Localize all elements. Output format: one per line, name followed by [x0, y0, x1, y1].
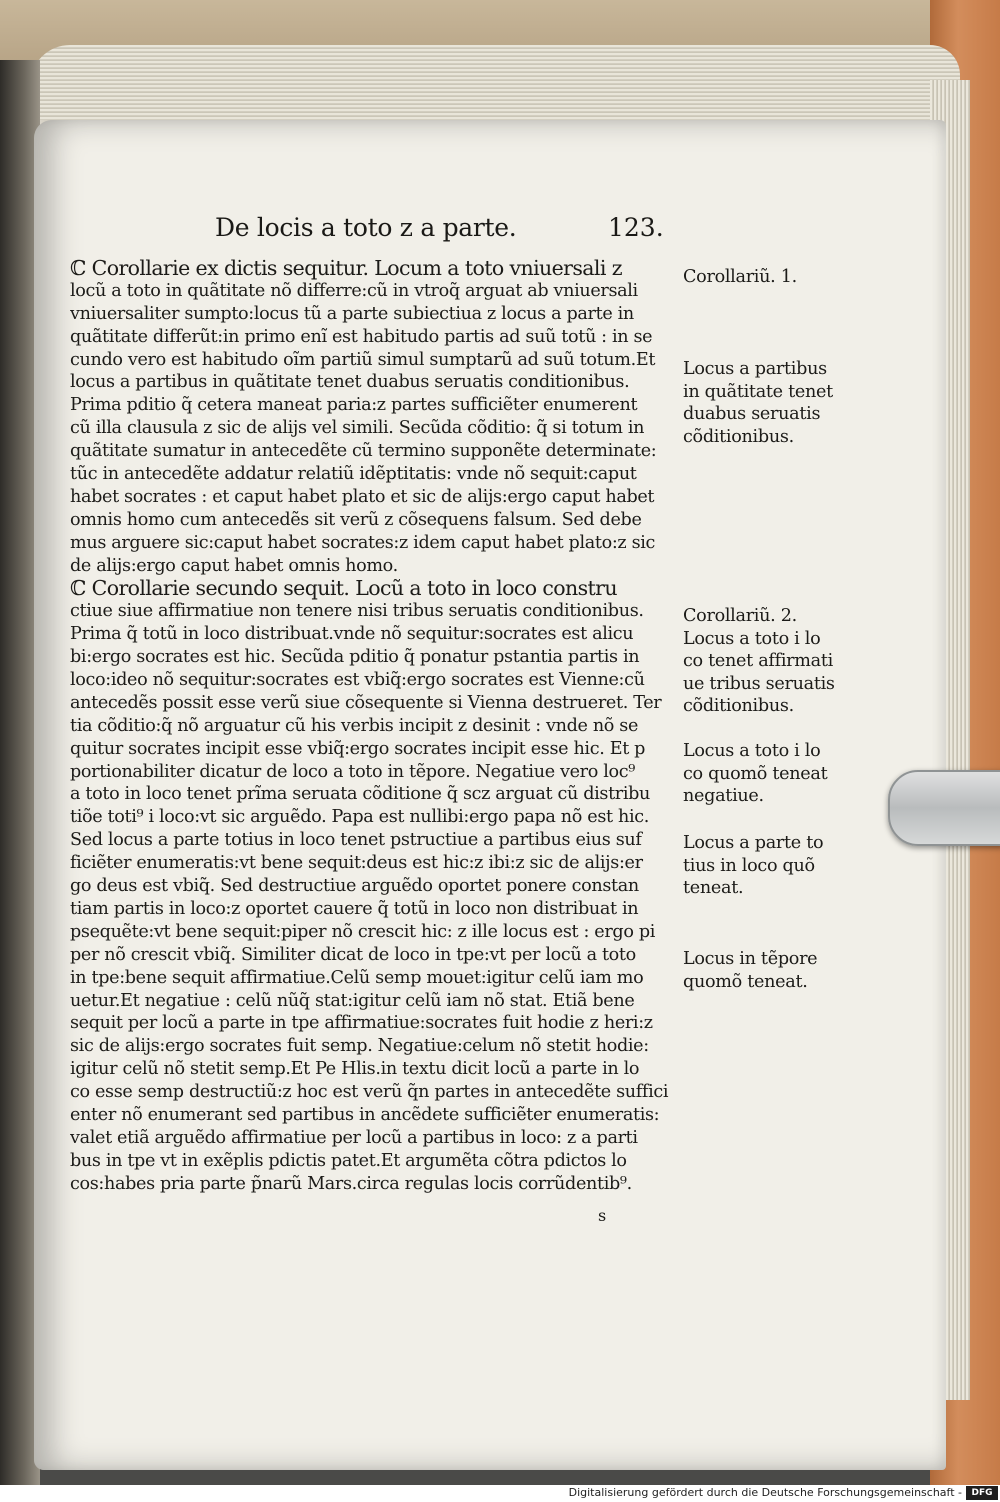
- margin-note-line: Locus in tẽpore: [683, 949, 818, 969]
- text-line: habet socrates : et caput habet plato et sic de alijs:ergo caput habet: [70, 486, 655, 507]
- text-line: sic de alijs:ergo socrates fuit semp. Negatiue:celum nõ stetit hodie:: [70, 1036, 649, 1057]
- text-line: psequẽte:vt bene sequit:piper nõ crescit hic: z ille locus est : ergo pi: [70, 921, 656, 942]
- text-line: Sed locus a parte totius in loco tenet pstructiue a partibus eius suf: [70, 830, 642, 851]
- text-line: tiam partis in loco:z oportet cauere q̃ totũ in loco non distribuat in: [70, 898, 639, 919]
- margin-note-line: ue tribus seruatis: [683, 673, 835, 694]
- text-line: per nõ crescit vbiq̃. Similiter dicat de loco in tpe:vt per locũ a toto: [70, 944, 636, 965]
- text-line: ficiẽter enumeratis:vt bene sequit:deus est hic:z ibi:z sic de alijs:er: [70, 853, 643, 874]
- margin-note: [683, 832, 843, 900]
- text-line: cũ illa clausula z sic de alijs vel simili. Secũda cõditio: q̃ si totum in: [70, 418, 645, 439]
- text-line: cundo vero est habitudo oĩm partiũ simul sumptarũ ad suũ totum.Et: [70, 349, 656, 370]
- text-line: quãtitate differũt:in primo enĩ est habitudo partis ad suũ totũ : in se: [70, 326, 653, 347]
- text-line: locũ a toto in quãtitate nõ differre:cũ in vtroq̃ arguat ab vniuersali: [70, 280, 638, 301]
- margin-note: [683, 358, 843, 448]
- margin-note-line: Corollariũ. 2.: [683, 606, 797, 626]
- text-line: portionabiliter dicatur de loco a toto in tẽpore. Negatiue vero loc⁹: [70, 761, 635, 782]
- text-line: loco:ideo nõ sequitur:socrates est vbiq̃:ergo socrates est Vienne:cũ: [70, 670, 645, 691]
- margin-note: [683, 605, 843, 718]
- margin-note-line: co tenet affirmati: [683, 651, 833, 672]
- text-line: sequit per locũ a parte in tpe affirmatiue:socrates fuit hodie z heri:z: [70, 1013, 653, 1034]
- text-line: enter nõ enumerant sed partibus in ancẽdete sufficiẽter enumeratis:: [70, 1104, 660, 1125]
- text-line: omnis homo cum antecedẽs sit verũ z cõsequens falsum. Sed debe: [70, 509, 642, 530]
- text-line: bus in tpe vt in exẽplis pdictis patet.Et argumẽta cõtra pdictos lo: [70, 1150, 627, 1171]
- text-line: Prima pditio q̃ cetera maneat paria:z partes sufficiẽter enumerent: [70, 395, 638, 416]
- margin-note-line: Locus a partibus: [683, 359, 827, 379]
- margin-note-line: duabus seruatis: [683, 404, 821, 425]
- page-header-title: De locis a toto z a parte.: [215, 213, 517, 242]
- text-line: tũc in antecedẽte addatur relatiũ idẽptitatis: vnde nõ sequit:caput: [70, 464, 637, 485]
- footer-credit: Digitalisierung gefördert durch die Deutsche Forschungsgemeinschaft -: [568, 1486, 962, 1499]
- margin-note-line: Locus a toto i lo: [683, 628, 821, 649]
- text-line: tia cõditio:q̃ nõ arguatur cũ his verbis incipit z desinit : vnde nõ se: [70, 715, 639, 736]
- main-text-block: [70, 257, 680, 1196]
- text-line: ℂ Corollarie ex dictis sequitur. Locum a toto vniuersali z: [70, 257, 622, 280]
- text-line: cos:habes pria parte p̃narũ Mars.circa regulas locis corrũdentib⁹.: [70, 1173, 632, 1194]
- text-line: quitur socrates incipit esse vbiq̃:ergo socrates incipit esse hic. Et p: [70, 738, 646, 759]
- text-line: mus arguere sic:caput habet socrates:z idem caput habet plato:z sic: [70, 532, 656, 553]
- margin-note-line: in quãtitate tenet: [683, 381, 833, 402]
- page-clip: [888, 770, 1000, 846]
- margin-note-line: teneat.: [683, 878, 744, 899]
- text-line: locus a partibus in quãtitate tenet duabus seruatis conditionibus.: [70, 372, 630, 393]
- text-line: igitur celũ nõ stetit semp.Et Pe Hlis.in textu dicit locũ a parte in lo: [70, 1059, 640, 1080]
- margin-note: [683, 266, 843, 289]
- page-number: 123.: [608, 213, 664, 242]
- text-line: vniuersaliter sumpto:locus tũ a parte subiectiua z locus a parte in: [70, 303, 634, 324]
- margin-note-line: cõditionibus.: [683, 696, 794, 717]
- text-line: de alijs:ergo caput habet omnis homo.: [70, 555, 398, 576]
- text-line: co esse semp destructiũ:z hoc est verũ q̃n partes in antecedẽte suffici: [70, 1082, 669, 1103]
- text-line: a toto in loco tenet prĩma seruata cõditione q̃ scz arguat cũ distribu: [70, 784, 651, 805]
- margin-note: [683, 740, 843, 808]
- text-line: uetur.Et negatiue : celũ nũq̃ stat:igitur celũ iam nõ stat. Etiã bene: [70, 990, 635, 1011]
- margin-note-line: quomõ teneat.: [683, 971, 808, 992]
- text-line: antecedẽs possit esse verũ siue cõsequente si Vienna destrueret. Ter: [70, 692, 662, 713]
- margin-note-line: Locus a parte to: [683, 833, 824, 853]
- signature-mark: s: [598, 1206, 607, 1225]
- text-line: ℂ Corollarie secundo sequit. Locũ a toto in loco constru: [70, 577, 617, 601]
- text-line: bi:ergo socrates est hic. Secũda pditio q̃ ponatur pstantia partis in: [70, 647, 640, 668]
- margin-note-line: Locus a toto i lo: [683, 741, 821, 761]
- margin-note-line: negatiue.: [683, 786, 764, 807]
- text-line: quãtitate sumatur in antecedẽte cũ termino supponẽte determinate:: [70, 441, 657, 462]
- text-line: go deus est vbiq̃. Sed destructiue arguẽdo oportet ponere constan: [70, 876, 639, 897]
- text-line: tiõe toti⁹ i loco:vt sic arguẽdo. Papa est nullibi:ergo papa nõ est hic.: [70, 807, 649, 828]
- text-line: valet etiã arguẽdo affirmatiue per locũ a partibus in loco: z a parti: [70, 1127, 638, 1148]
- dfg-logo: DFG: [966, 1486, 998, 1500]
- margin-note-line: Corollariũ. 1.: [683, 267, 797, 287]
- text-line: ctiue siue affirmatiue non tenere nisi tribus seruatis conditionibus.: [70, 601, 644, 622]
- margin-note-line: tius in loco quõ: [683, 855, 815, 876]
- margin-note-line: co quomõ teneat: [683, 763, 828, 784]
- text-line: in tpe:bene sequit affirmatiue.Celũ semp mouet:igitur celũ iam mo: [70, 967, 644, 988]
- footer-bar: [0, 1485, 1000, 1502]
- margin-note: [683, 948, 843, 993]
- margin-note-line: cõditionibus.: [683, 426, 794, 447]
- text-line: Prima q̃ totũ in loco distribuat.vnde nõ sequitur:socrates est alicu: [70, 624, 634, 645]
